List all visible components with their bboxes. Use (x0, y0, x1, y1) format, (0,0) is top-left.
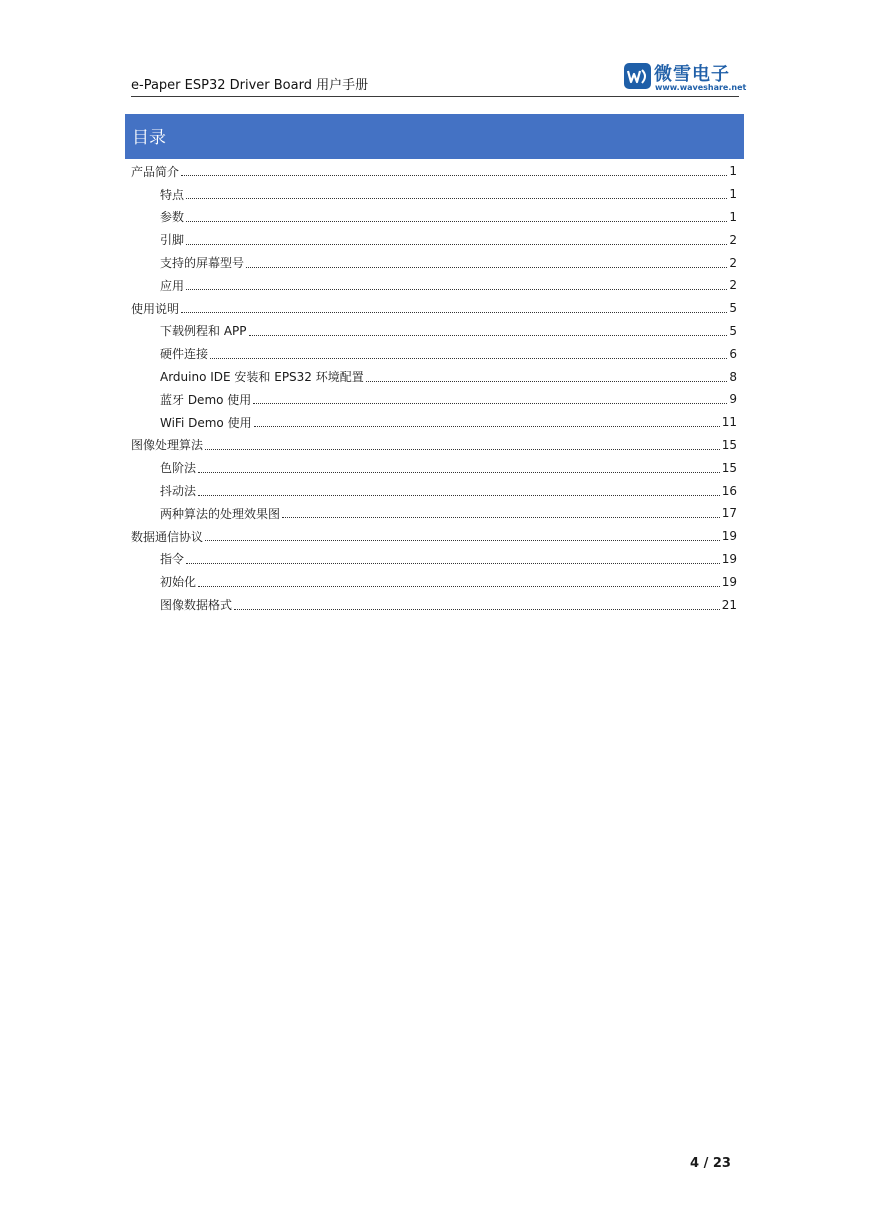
toc-entry-title: 下载例程和 APP (160, 324, 247, 339)
toc-entry[interactable] (131, 183, 737, 206)
toc-entry[interactable] (131, 206, 737, 229)
toc-entry-page: 19 (721, 529, 737, 544)
toc-entry-title: 参数 (160, 210, 185, 225)
toc-dot-leader (186, 562, 720, 564)
toc-dot-leader (181, 311, 727, 313)
document-title: e-Paper ESP32 Driver Board 用户手册 (131, 78, 369, 93)
toc-dot-leader (210, 357, 727, 359)
toc-entry[interactable] (131, 570, 737, 593)
toc-entry-page: 6 (729, 346, 737, 361)
toc-entry-title: 抖动法 (160, 484, 197, 499)
toc-entry-title: 使用说明 (131, 301, 180, 316)
toc-dot-leader (205, 539, 720, 541)
toc-entry-title: 蓝牙 Demo 使用 (160, 392, 252, 407)
toc-dot-leader (234, 608, 720, 610)
toc-entry-title: 两种算法的处理效果图 (160, 506, 281, 521)
toc-entry-title: 初始化 (160, 575, 197, 590)
toc-entry-title: 图像处理算法 (131, 438, 204, 453)
table-of-contents (131, 160, 737, 616)
toc-dot-leader (205, 448, 720, 450)
toc-dot-leader (181, 174, 727, 176)
toc-entry-page: 1 (729, 209, 737, 224)
toc-entry-page: 1 (729, 164, 737, 179)
toc-entry[interactable] (131, 502, 737, 525)
toc-dot-leader (198, 471, 720, 473)
toc-entry[interactable] (131, 525, 737, 548)
toc-entry[interactable] (131, 456, 737, 479)
toc-entry[interactable] (131, 548, 737, 571)
toc-entry-page: 1 (729, 187, 737, 202)
page-header (131, 60, 747, 97)
toc-entry-page: 5 (729, 301, 737, 316)
toc-entry[interactable] (131, 411, 737, 434)
toc-entry-page: 19 (721, 574, 737, 589)
toc-dot-leader (282, 516, 720, 518)
toc-entry-title: 色阶法 (160, 461, 197, 476)
toc-entry-page: 15 (721, 437, 737, 452)
toc-dot-leader (246, 266, 727, 268)
toc-dot-leader (254, 425, 720, 427)
toc-entry-page: 15 (721, 460, 737, 475)
toc-entry-title: WiFi Demo 使用 (160, 415, 252, 430)
toc-entry-page: 11 (721, 415, 737, 430)
toc-entry-title: 数据通信协议 (131, 529, 204, 544)
toc-entry-title: 特点 (160, 187, 185, 202)
toc-entry-page: 17 (721, 506, 737, 521)
toc-entry[interactable] (131, 479, 737, 502)
toc-entry-page: 8 (729, 369, 737, 384)
toc-entry-page: 5 (729, 323, 737, 338)
waveshare-logo-icon (624, 63, 651, 89)
toc-dot-leader (253, 402, 727, 404)
waveshare-logo (624, 60, 747, 92)
page-number: 4 / 23 (690, 1156, 731, 1171)
toc-banner (125, 114, 744, 159)
toc-entry-title: 产品简介 (131, 164, 180, 179)
toc-entry[interactable] (131, 342, 737, 365)
toc-entry-page: 21 (721, 597, 737, 612)
toc-dot-leader (198, 494, 720, 496)
toc-dot-leader (198, 585, 720, 587)
toc-entry[interactable] (131, 365, 737, 388)
toc-entry-title: Arduino IDE 安装和 EPS32 环境配置 (160, 370, 364, 385)
toc-entry[interactable] (131, 251, 737, 274)
toc-entry[interactable] (131, 434, 737, 457)
toc-dot-leader (186, 288, 727, 290)
toc-entry[interactable] (131, 593, 737, 616)
toc-entry-page: 19 (721, 551, 737, 566)
toc-entry-page: 2 (729, 232, 737, 247)
logo-chinese-text: 微雪电子 (654, 64, 730, 85)
toc-entry-page: 9 (729, 392, 737, 407)
toc-heading: 目录 (132, 128, 166, 148)
toc-entry[interactable] (131, 297, 737, 320)
toc-entry-title: 图像数据格式 (160, 598, 233, 613)
toc-entry-page: 2 (729, 278, 737, 293)
toc-entry-page: 16 (721, 483, 737, 498)
toc-entry-title: 硬件连接 (160, 347, 209, 362)
toc-entry-page: 2 (729, 255, 737, 270)
toc-dot-leader (366, 380, 728, 382)
toc-dot-leader (186, 197, 727, 199)
toc-dot-leader (186, 220, 727, 222)
toc-entry-title: 指令 (160, 552, 185, 567)
toc-entry[interactable] (131, 388, 737, 411)
toc-dot-leader (186, 243, 727, 245)
toc-dot-leader (249, 334, 728, 336)
toc-entry-title: 引脚 (160, 233, 185, 248)
toc-entry[interactable] (131, 228, 737, 251)
toc-entry[interactable] (131, 160, 737, 183)
toc-entry-title: 应用 (160, 278, 185, 293)
toc-entry[interactable] (131, 320, 737, 343)
toc-entry[interactable] (131, 274, 737, 297)
logo-url-text: www.waveshare.net (655, 83, 747, 92)
toc-entry-title: 支持的屏幕型号 (160, 256, 245, 271)
